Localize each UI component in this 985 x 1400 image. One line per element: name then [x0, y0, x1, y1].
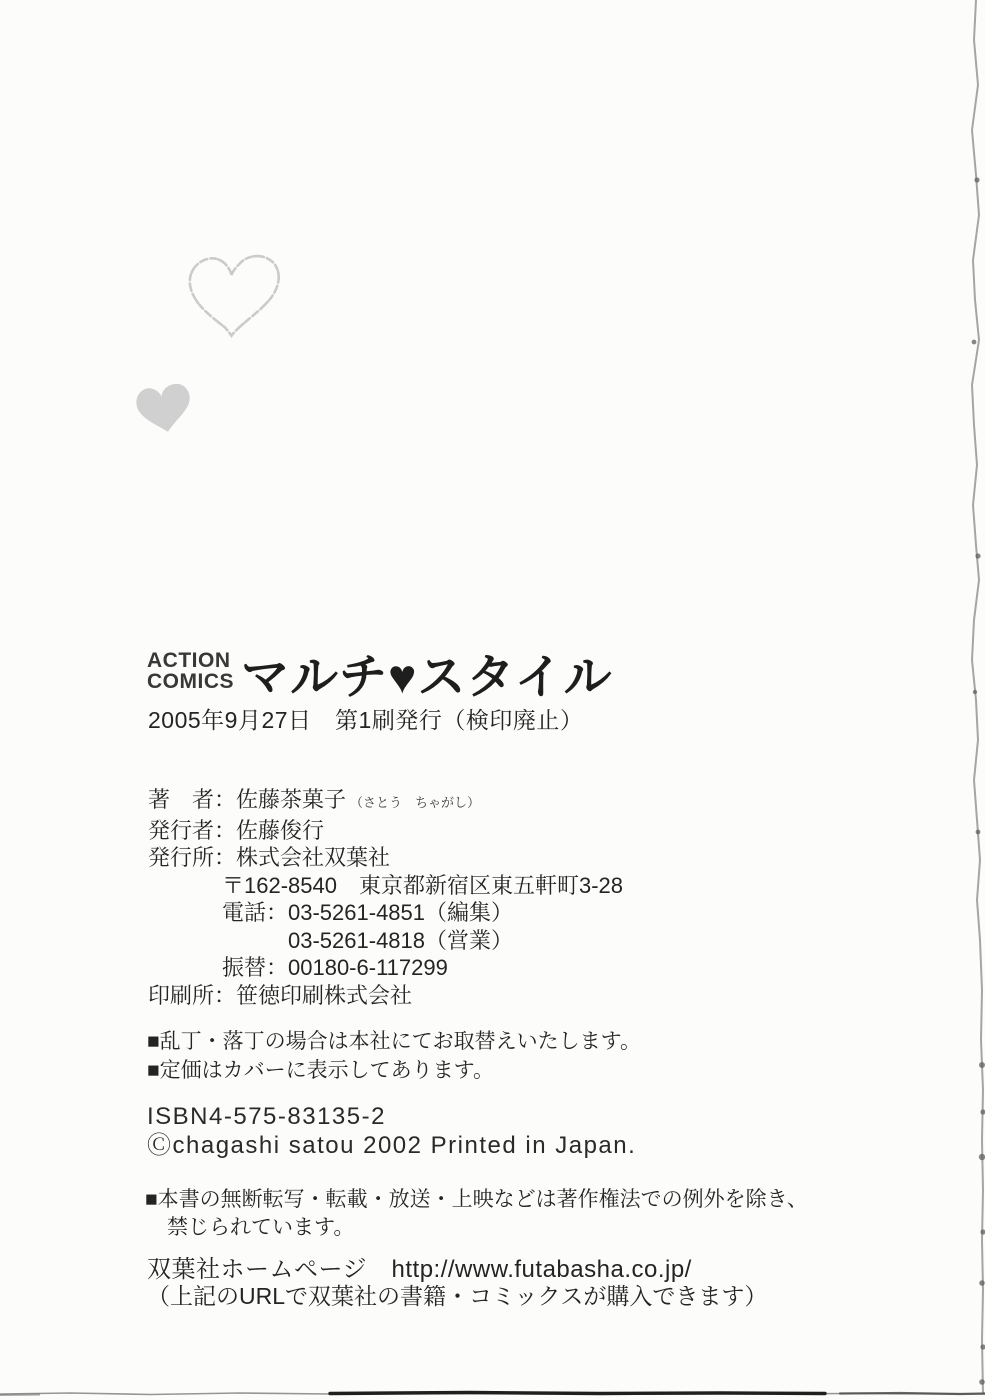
legal-line2: 禁じられています。	[167, 1215, 355, 1239]
author-furigana: （さとう ちゃがし）	[350, 795, 481, 810]
legal-line1: ■本書の無断転写・転載・放送・上映などは著作権法での例外を除き、	[145, 1188, 808, 1211]
publisher-person-line: 発行者：佐藤俊行	[148, 817, 325, 843]
price-on-cover-notice: ■定価はカバーに表示してあります。	[147, 1058, 495, 1082]
phone-sales-line: 03-5261-4818（営業）	[288, 927, 514, 953]
printer-line: 印刷所：笹徳印刷株式会社	[148, 982, 413, 1008]
legal-notice	[145, 1186, 808, 1241]
isbn-copyright-block	[147, 1102, 636, 1160]
book-title: マルチ♥スタイル	[241, 651, 613, 704]
homepage-url-note: （上記のURLで双葉社の書籍・コミックスが購入できます）	[147, 1283, 768, 1309]
postal-transfer-line: 振替：00180-6-117299	[222, 955, 448, 980]
edition-date-line: 2005年9月27日 第1刷発行（検印廃止）	[148, 707, 584, 733]
imprint-line1: ACTION	[147, 649, 231, 672]
heart-filled-doodle	[130, 374, 200, 441]
imprint-label	[147, 650, 234, 692]
heart-outline-doodle	[178, 241, 296, 350]
purchase-notices	[147, 1028, 641, 1085]
copyright-line: Ⓒchagashi satou 2002 Printed in Japan.	[147, 1132, 637, 1159]
isbn-line: ISBN4-575-83135-2	[147, 1103, 386, 1130]
edge-ink-specks	[972, 177, 985, 1384]
publisher-homepage-line: 双葉社ホームページ http://www.futabasha.co.jp/	[147, 1256, 692, 1283]
page-bottom-edge	[0, 1386, 985, 1400]
publication-credits	[148, 786, 623, 1009]
address-line: 〒162-8540 東京都新宿区東五軒町3-28	[222, 872, 624, 898]
author-line: 著 者：佐藤茶菓子 （さとう ちゃがし）	[148, 787, 481, 812]
defect-replacement-notice: ■乱丁・落丁の場合は本社にてお取替えいたします。	[147, 1030, 642, 1053]
torn-page-right-edge	[950, 0, 985, 1400]
publisher-company-line: 発行所：株式会社双葉社	[148, 845, 391, 870]
imprint-line2: COMICS	[147, 670, 234, 693]
phone-editorial-line: 電話：03-5261-4851（編集）	[222, 900, 514, 925]
